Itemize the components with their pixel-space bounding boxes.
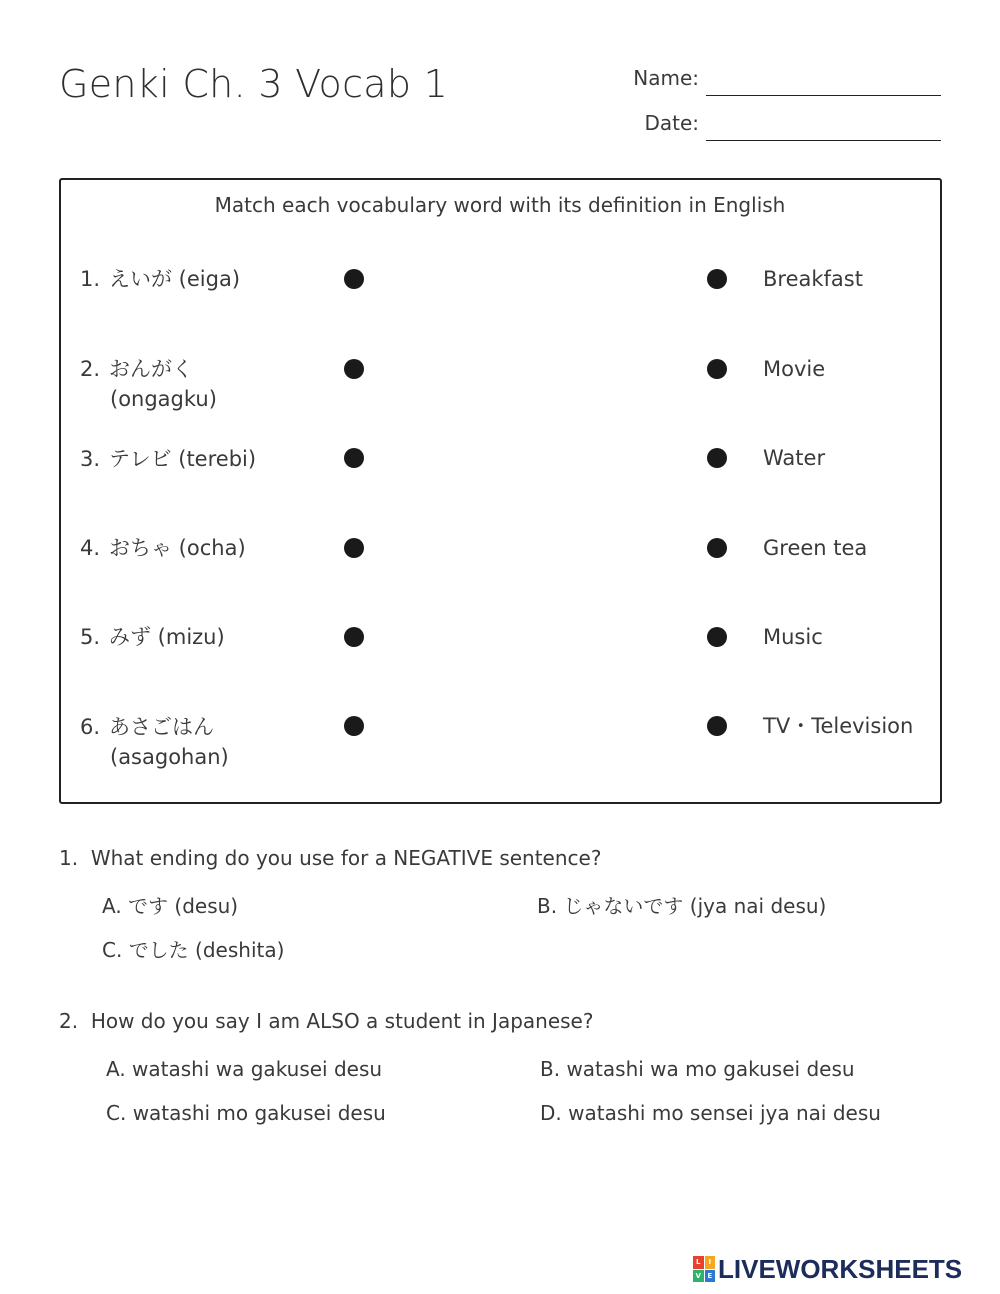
q1-option-a[interactable]	[102, 891, 238, 921]
question-text: What ending do you use for a NEGATIVE sentence?	[90, 846, 602, 870]
worksheet-title: Genki Ch. 3 Vocab 1	[59, 62, 449, 106]
matching-instructions: Match each vocabulary word with its definition in English	[214, 193, 786, 217]
term-text: みず (mizu)	[109, 625, 225, 649]
match-dot-left[interactable]	[344, 716, 364, 736]
q2-option-a[interactable]	[106, 1054, 382, 1084]
option-letter: B.	[537, 894, 558, 918]
term-text: おんがく	[109, 357, 193, 381]
date-label: Date:	[644, 111, 699, 135]
term-item	[80, 622, 320, 652]
liveworksheets-logo	[693, 1254, 962, 1284]
definition-item: Green tea	[763, 536, 868, 560]
term-item	[80, 533, 320, 563]
term-text: えいが (eiga)	[109, 267, 241, 291]
name-input-line[interactable]	[706, 95, 941, 96]
term-number: 2.	[80, 357, 101, 381]
match-dot-left[interactable]	[344, 538, 364, 558]
option-text: でした (deshita)	[128, 938, 285, 962]
name-label: Name:	[633, 66, 699, 90]
option-letter: A.	[106, 1057, 126, 1081]
date-input-line[interactable]	[706, 140, 941, 141]
logo-mark-cell: L	[693, 1256, 704, 1269]
match-dot-left[interactable]	[344, 359, 364, 379]
option-letter: C.	[106, 1101, 127, 1125]
question-text: How do you say I am ALSO a student in Japanese?	[90, 1009, 594, 1033]
logo-mark-icon	[693, 1256, 715, 1282]
term-number: 6.	[80, 715, 101, 739]
term-romaji: (asagohan)	[110, 745, 229, 769]
option-text: です (desu)	[128, 894, 239, 918]
logo-mark-cell: V	[693, 1270, 704, 1283]
q2-option-d[interactable]	[540, 1098, 881, 1128]
option-text: watashi wa gakusei desu	[132, 1057, 383, 1081]
match-dot-right[interactable]	[707, 538, 727, 558]
option-text: watashi mo sensei jya nai desu	[568, 1101, 881, 1125]
term-number: 3.	[80, 447, 101, 471]
definition-item: Movie	[763, 357, 826, 381]
match-dot-right[interactable]	[707, 716, 727, 736]
match-dot-right[interactable]	[707, 627, 727, 647]
term-item	[80, 354, 320, 414]
option-letter: D.	[540, 1101, 562, 1125]
term-romaji: (ongagku)	[110, 387, 217, 411]
term-number: 5.	[80, 625, 101, 649]
term-item	[80, 444, 320, 474]
match-dot-right[interactable]	[707, 359, 727, 379]
question-2	[59, 1006, 593, 1036]
question-number: 2.	[59, 1009, 79, 1033]
q1-option-c[interactable]	[102, 935, 284, 965]
term-item	[80, 264, 320, 294]
match-dot-left[interactable]	[344, 627, 364, 647]
term-number: 1.	[80, 267, 101, 291]
term-text: あさごはん	[109, 715, 214, 739]
definition-item: Music	[763, 625, 823, 649]
term-text: テレビ (terebi)	[109, 447, 257, 471]
logo-mark-cell: I	[705, 1256, 716, 1269]
option-letter: B.	[540, 1057, 561, 1081]
match-dot-left[interactable]	[344, 448, 364, 468]
option-letter: A.	[102, 894, 122, 918]
q2-option-c[interactable]	[106, 1098, 386, 1128]
definition-item: TV・Television	[763, 714, 914, 738]
term-number: 4.	[80, 536, 101, 560]
question-1	[59, 843, 601, 873]
logo-text: LIVEWORKSHEETS	[718, 1253, 963, 1284]
option-text: watashi mo gakusei desu	[132, 1101, 386, 1125]
question-number: 1.	[59, 846, 79, 870]
option-letter: C.	[102, 938, 123, 962]
option-text: watashi wa mo gakusei desu	[566, 1057, 855, 1081]
q1-option-b[interactable]	[537, 891, 826, 921]
term-text: おちゃ (ocha)	[109, 536, 246, 560]
match-dot-right[interactable]	[707, 448, 727, 468]
definition-item: Water	[763, 446, 826, 470]
match-dot-right[interactable]	[707, 269, 727, 289]
definition-item: Breakfast	[763, 267, 863, 291]
term-item	[80, 712, 320, 772]
q2-option-b[interactable]	[540, 1054, 855, 1084]
logo-mark-cell: E	[705, 1270, 716, 1283]
option-text: じゃないです (jya nai desu)	[563, 894, 827, 918]
match-dot-left[interactable]	[344, 269, 364, 289]
